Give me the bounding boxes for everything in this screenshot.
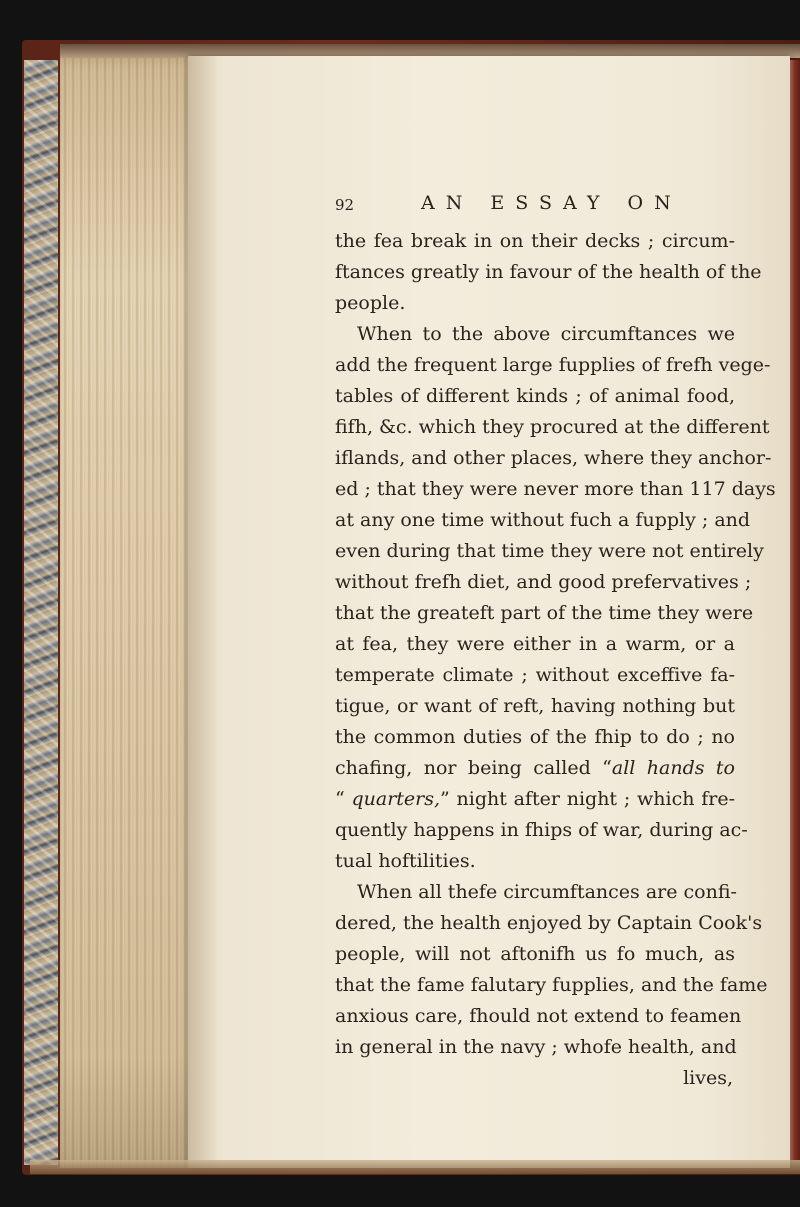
text-line: anxious care, fhould not extend to feamen: [335, 1005, 742, 1027]
text-line: people.: [335, 292, 406, 314]
text-span: chafing, nor being called: [335, 757, 591, 779]
text-line: fifh, &c. which they procured at the different: [335, 416, 770, 438]
paragraph-2: [335, 319, 776, 877]
text-line: in general in the navy ; whofe health, and: [335, 1036, 737, 1058]
catchword: lives,: [683, 1067, 733, 1089]
text-line: When to the above circumftances we: [357, 323, 735, 345]
text-line: at fea, they were either in a warm, or a: [335, 633, 735, 655]
text-line-with-italic: [335, 784, 735, 815]
text-line: ftances greatly in favour of the health of the: [335, 261, 762, 283]
text-line: tables of different kinds ; of animal food,: [335, 385, 735, 407]
paragraph-1: [335, 226, 762, 319]
text-line: add the frequent large fupplies of frefh vege-: [335, 354, 771, 376]
text-line: the fea break in on their decks ; circum-: [335, 230, 735, 252]
text-line: ed ; that they were never more than 117 days: [335, 478, 776, 500]
text-line: temperate climate ; without exceffive fa-: [335, 664, 735, 686]
text-line: that the greateft part of the time they were: [335, 602, 754, 624]
text-line: quently happens in fhips of war, during ac-: [335, 819, 748, 841]
text-line: the common duties of the fhip to do ; no: [335, 726, 735, 748]
running-head: [335, 190, 735, 226]
text-line: iflands, and other places, where they anchor-: [335, 447, 772, 469]
text-line: people, will not aftonifh us fo much, as: [335, 943, 735, 965]
paragraph-3: [335, 877, 768, 1063]
text-line: at any one time without fuch a fupply ; and: [335, 509, 751, 531]
page-block-edges: [60, 58, 200, 1168]
page-text: [335, 190, 776, 1094]
text-line: without frefh diet, and good prefervatives ;: [335, 571, 752, 593]
text-line: tigue, or want of reft, having nothing but: [335, 695, 735, 717]
page-bottom-edge: [30, 1160, 800, 1174]
text-line: dered, the health enjoyed by Captain Cook's: [335, 912, 763, 934]
continuation-quote: “: [335, 788, 345, 810]
close-quote: ”: [440, 788, 450, 810]
running-title: AN ESSAY ON: [421, 192, 682, 214]
text-line: even during that time they were not entirely: [335, 540, 764, 562]
italic-phrase: quarters,: [351, 788, 441, 810]
marbled-endpaper: [24, 60, 58, 1165]
italic-phrase: all hands to: [611, 757, 735, 779]
text-line-with-italic: [335, 753, 735, 784]
open-quote: “: [602, 757, 612, 779]
page-number: 92: [335, 196, 355, 214]
text-span: night after night ; which fre-: [456, 788, 735, 810]
text-line: When all thefe circumftances are confi-: [357, 881, 737, 903]
text-line: that the fame falutary fupplies, and the fame: [335, 974, 768, 996]
text-line: tual hoftilities.: [335, 850, 476, 872]
